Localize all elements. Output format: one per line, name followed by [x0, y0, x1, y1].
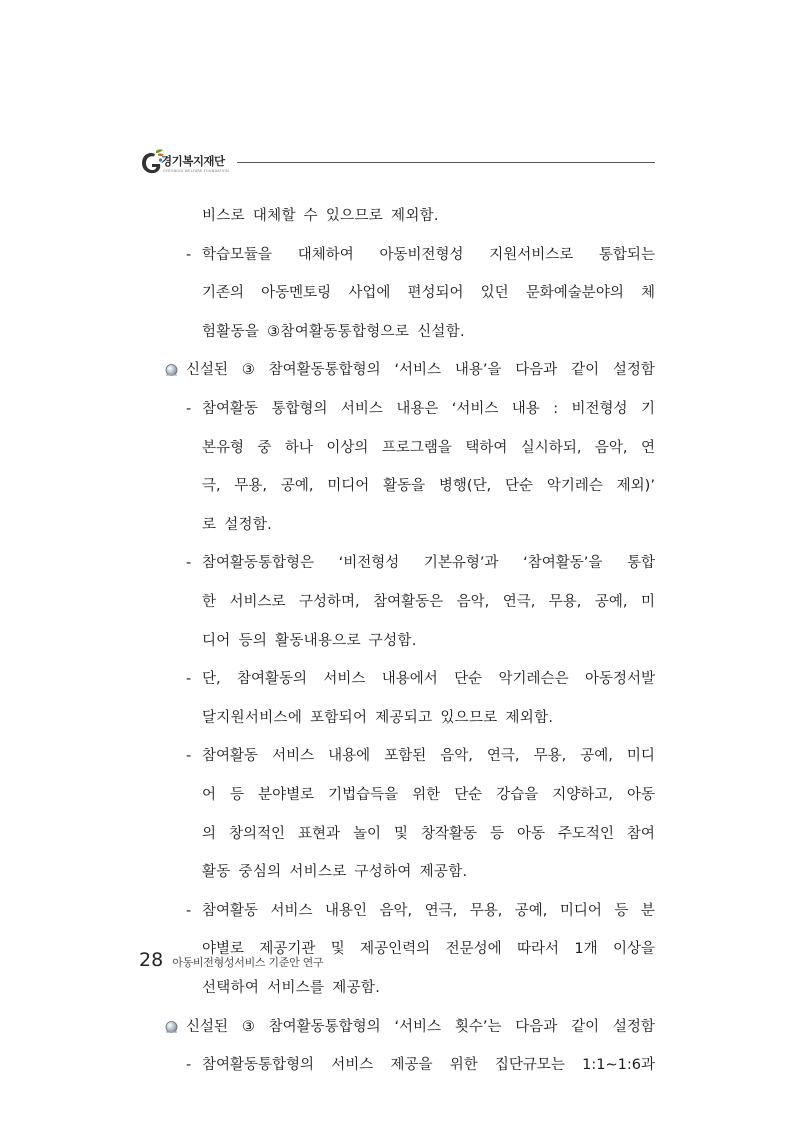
bullet-icon [164, 363, 179, 378]
header-rule [237, 162, 655, 163]
dash-marker: - [186, 902, 192, 919]
dash-marker: - [186, 401, 192, 417]
page-header [139, 148, 655, 178]
text-line: 어 등 분야별로 기법습득을 위한 단순 강습을 지양하고, 아동 [202, 787, 655, 803]
text-line: 로 설정함. [202, 516, 273, 533]
bullet-icon [164, 1020, 179, 1035]
text-line: 참여활동 서비스 내용인 음악, 연극, 무용, 공예, 미디어 등 분 [202, 902, 655, 919]
text-line: 단, 참여활동의 서비스 내용에서 단순 악기레슨은 아동정서발 [202, 671, 655, 688]
text-line: 참여활동 통합형의 서비스 내용은 ‘서비스 내용 : 비전형성 기 [202, 401, 655, 417]
page-number: 28 [139, 949, 164, 971]
text-line: 야별로 제공기관 및 제공인력의 전문성에 따라서 1개 이상을 [202, 941, 655, 958]
dash-marker: - [186, 555, 192, 572]
text-line: 험활동을 ③참여활동통합형으로 신설함. [202, 323, 465, 340]
org-subtitle: GYEONGGI WELFARE FOUNDATION [163, 169, 229, 173]
text-line: 달지원서비스에 포함되어 제공되고 있으므로 제외함. [202, 709, 554, 726]
text-line: 극, 무용, 공예, 미디어 활동을 병행(단, 단순 악기레슨 제외)’ [202, 478, 655, 495]
dash-marker: - [186, 246, 192, 263]
text-line: 참여활동통합형의 서비스 제공을 위한 집단규모는 1:1∼1:6과 [202, 1057, 655, 1074]
text-line: 디어 등의 활동내용으로 구성함. [202, 632, 417, 649]
text-line: 신설된 ③ 참여활동통합형의 ‘서비스 내용’을 다음과 같이 설정함 [186, 362, 655, 379]
footer-title: 아동비전형성서비스 기준안 연구 [172, 956, 324, 969]
dash-marker: - [186, 748, 192, 765]
text-line: 의 창의적인 표현과 놀이 및 창작활동 등 아동 주도적인 참여 [202, 825, 655, 842]
text-line: 기존의 아동멘토링 사업에 편성되어 있던 문화예술분야의 체 [202, 285, 655, 302]
dash-marker: - [186, 1057, 192, 1074]
text-line: 신설된 ③ 참여활동통합형의 ‘서비스 횟수’는 다음과 같이 설정함 [186, 1018, 655, 1035]
dash-marker: - [186, 671, 192, 688]
text-line: 참여활동 서비스 내용에 포함된 음악, 연극, 무용, 공예, 미디 [202, 748, 655, 765]
page-footer [139, 949, 323, 979]
text-line: 비스로 대체할 수 있으므로 제외함. [202, 208, 439, 224]
text-line: 학습모듈을 대체하여 아동비전형성 지원서비스로 통합되는 [202, 246, 655, 263]
org-name: 경기복지재단 [161, 154, 225, 168]
text-line: 한 서비스로 구성하며, 참여활동은 음악, 연극, 무용, 공예, 미 [202, 594, 655, 610]
text-line: 선택하여 서비스를 제공함. [202, 980, 381, 996]
text-line: 참여활동통합형은 ‘비전형성 기본유형’과 ‘참여활동’을 통합 [202, 555, 655, 572]
text-line: 활동 중심의 서비스로 구성하여 제공함. [202, 864, 468, 881]
text-line: 본유형 중 하나 이상의 프로그램을 택하여 실시하되, 음악, 연 [202, 439, 655, 456]
